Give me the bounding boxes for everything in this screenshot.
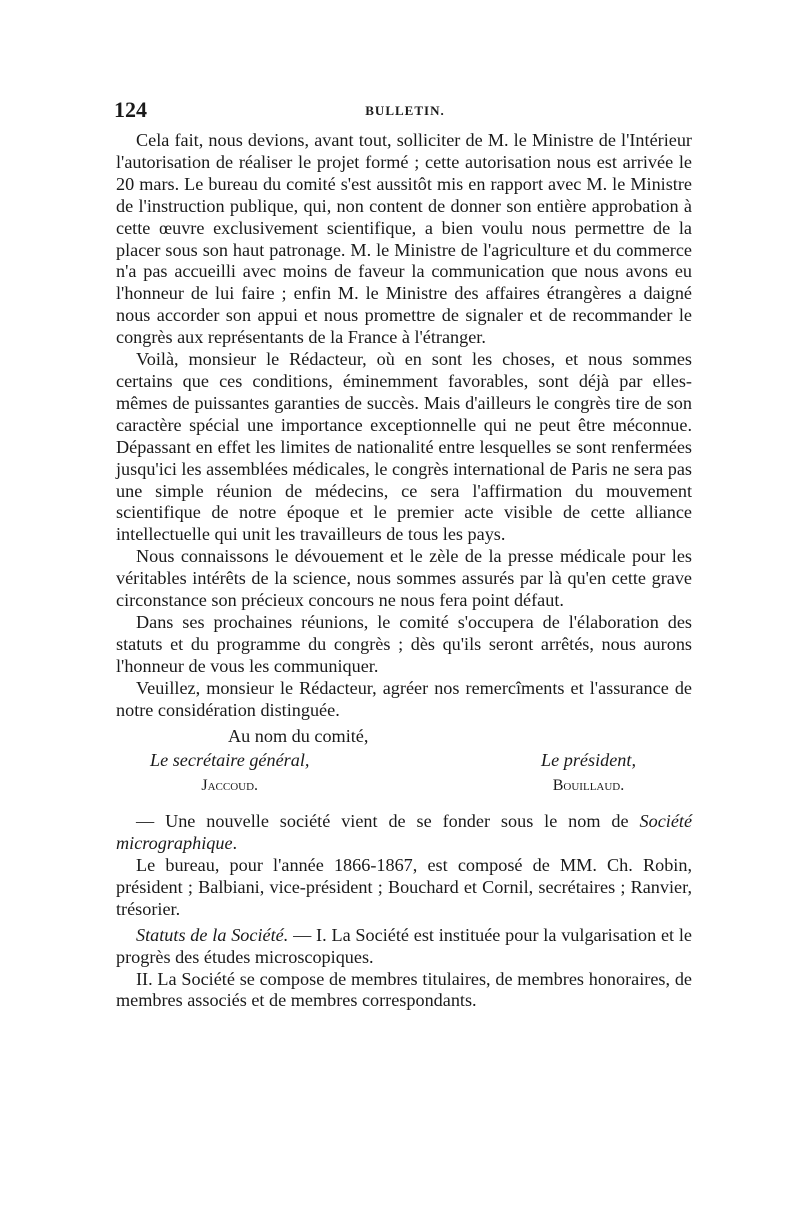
- paragraph-new-society: [116, 811, 692, 855]
- page-number: 124: [114, 97, 147, 122]
- president-title: Le président,: [541, 750, 636, 771]
- running-title: BULLETIN.: [365, 103, 445, 118]
- page-header: [114, 97, 696, 127]
- new-society-suffix: .: [232, 833, 238, 854]
- section-gap: [116, 797, 692, 811]
- paragraph-reunions: Dans ses prochaines réunions, le comité s'occupera de l'élaboration des statuts et du programme du congrès ; dès qu'ils seront arrêtés, nous aurons l'honneur de vous les communiquer.: [116, 611, 692, 676]
- society-name: Société micrographique: [116, 811, 693, 854]
- secretary-name: Jaccoud.: [201, 777, 259, 795]
- president-name: Bouillaud.: [552, 777, 625, 795]
- paragraph-statuts-2: II. La Société se compose de membres titulaires, de membres honoraires, de membres associés et de membres correspondants.: [116, 968, 692, 1011]
- paragraph-presse: Nous connaissons le dévouement et le zèle de la presse médicale pour les véritables intérêts de la science, nous sommes assurés par là qu'en cette grave circonstance son précieux concours ne nous fera point défaut.: [116, 546, 692, 611]
- new-society-prefix: — Une nouvelle société vient de se fonder sous le nom de: [136, 811, 629, 832]
- signature-block: [116, 750, 692, 797]
- paragraph-statuts-1: [116, 925, 692, 969]
- signature-secretary: [150, 750, 309, 797]
- body-text: [116, 130, 692, 1012]
- secretary-title: Le secrétaire général,: [150, 750, 310, 771]
- signature-president: [541, 750, 636, 797]
- paragraph-conditions: Voilà, monsieur le Rédacteur, où en sont les choses, et nous sommes certains que ces conditions, éminemment favorables, sont déjà par elles-mêmes de puissantes garanties de succès. Mais d'ailleurs le congrès tire de son caractère spécial une importance exceptionnelle qui ne peut être méconnue. Dépassant en effet les limites de nationalité entre lesquelles se sont renfermées jusqu'ici les assemblées médicales, le congrès international de Paris ne sera pas une simple réunion de médecins, ce sera l'affirmation du mouvement scientifique de notre époque et le premier acte visible de cette alliance intellectuelle qui unit les travailleurs de tous les pays.: [116, 349, 692, 545]
- statuts-label: Statuts de la Société.: [136, 924, 289, 945]
- article-1: — I. La Société est instituée pour la vulgarisation et le progrès des études microscopiques.: [116, 924, 693, 967]
- paragraph-bureau: Le bureau, pour l'année 1866-1867, est composé de MM. Ch. Robin, président ; Balbiani, vice-président ; Bouchard et Cornil, secrétaires ; Ranvier, trésorier.: [116, 855, 692, 919]
- closing-line: Au nom du comité,: [228, 726, 369, 747]
- paragraph-salutation: Veuillez, monsieur le Rédacteur, agréer nos remercîments et l'assurance de notre considération distinguée.: [116, 677, 692, 720]
- paragraph-authorisation: Cela fait, nous devions, avant tout, solliciter de M. le Ministre de l'Intérieur l'autorisation de réaliser le projet formé ; cette autorisation nous est arrivée le 20 mars. Le bureau du comité s'est aussitôt mis en rapport avec M. le Ministre de l'instruction publique, qui, non content de donner son entière approbation à cette œuvre exclusivement scientifique, a bien voulu nous permettre de la placer sous son haut patronage. M. le Ministre de l'agriculture et du commerce n'a pas accueilli avec moins de faveur la communication que nous avons eu l'honneur de lui faire ; enfin M. le Ministre des affaires étrangères a daigné nous accorder son appui et nous promettre de signaler et de recommander le congrès aux représentants de la France à l'étranger.: [116, 130, 692, 348]
